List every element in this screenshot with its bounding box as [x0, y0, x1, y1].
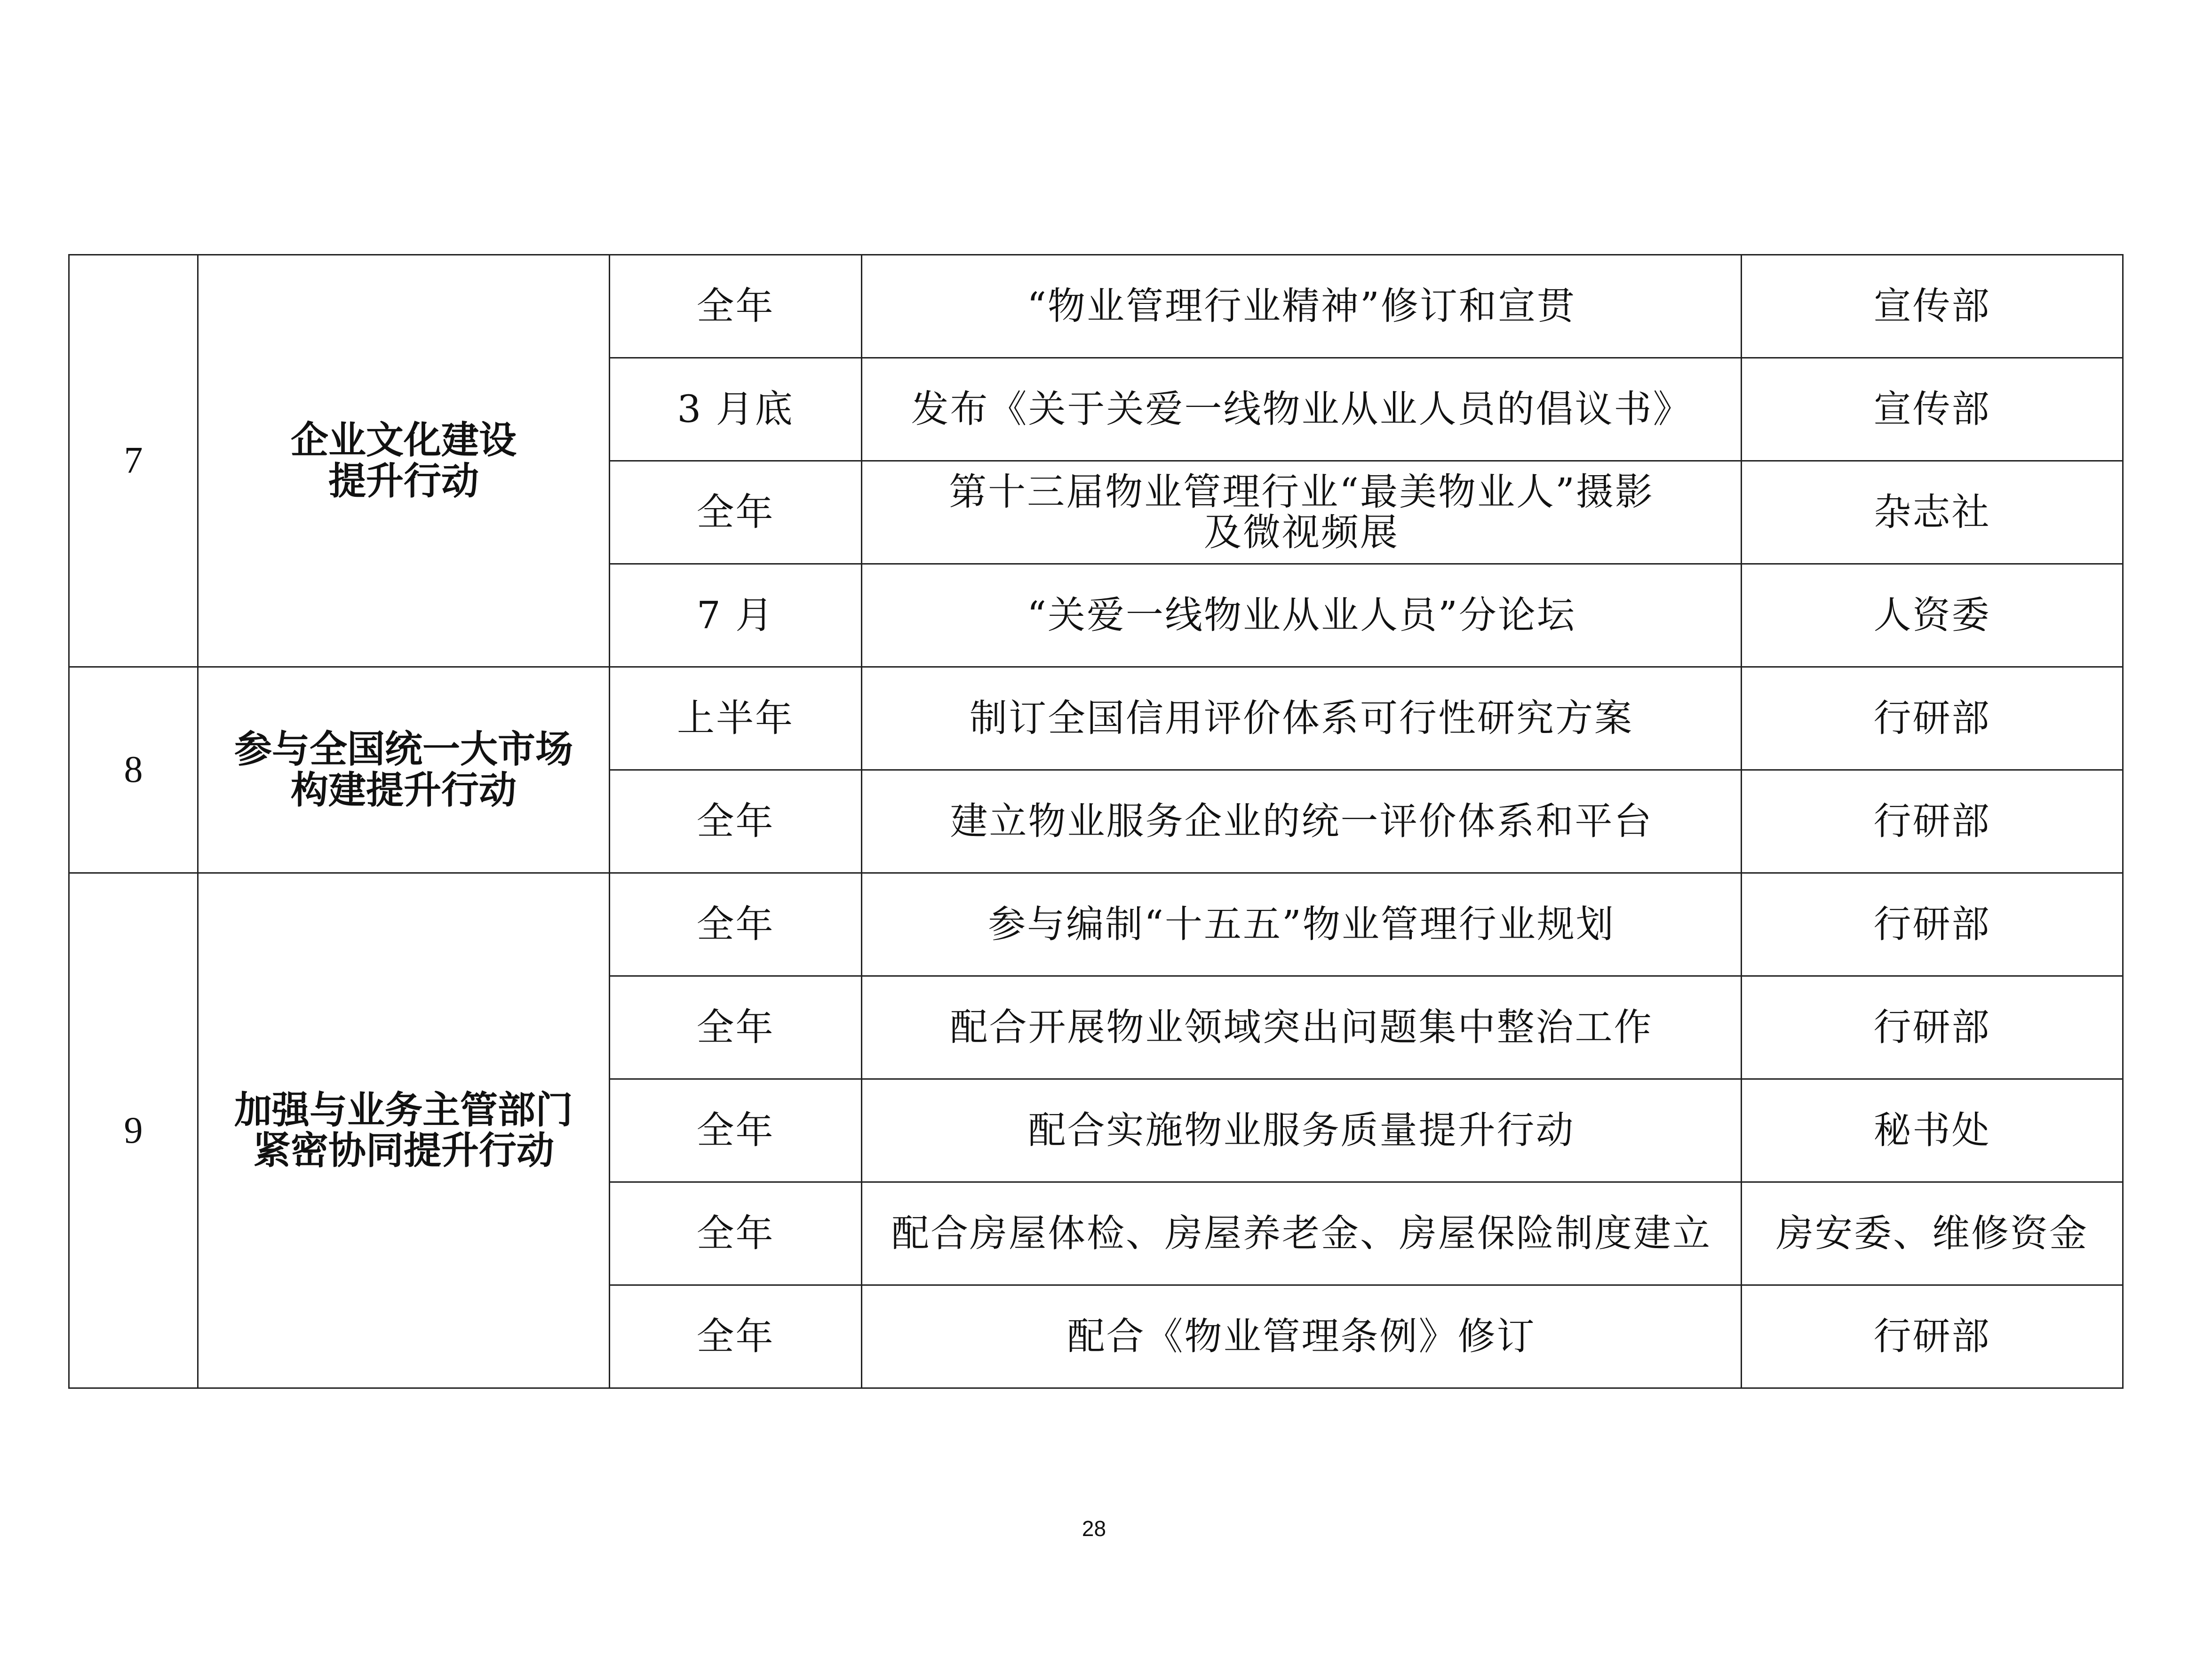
page-number: 28 — [1082, 1516, 1106, 1541]
task-line: 第十三届物业管理行业“最美物业人”摄影 — [949, 470, 1654, 514]
action-name-line: 构建提升行动 — [291, 768, 517, 812]
schedule-cell: 全年 — [610, 1285, 862, 1388]
schedule-cell: 7 月 — [610, 564, 862, 667]
task-cell: 配合实施物业服务质量提升行动 — [862, 1079, 1742, 1182]
department-cell: 宣传部 — [1742, 255, 2123, 358]
table-row — [69, 873, 2123, 976]
item-number: 8 — [69, 667, 198, 873]
schedule-cell: 全年 — [610, 770, 862, 873]
action-name-line: 企业文化建设 — [291, 418, 517, 462]
department-cell: 宣传部 — [1742, 358, 2123, 461]
schedule-cell: 全年 — [610, 873, 862, 976]
action-name-line: 紧密协同提升行动 — [253, 1129, 554, 1172]
action-name — [198, 667, 610, 873]
department-cell: 行研部 — [1742, 667, 2123, 770]
action-name — [198, 255, 610, 667]
schedule-cell: 全年 — [610, 461, 862, 564]
department-cell: 行研部 — [1742, 770, 2123, 873]
schedule-cell: 全年 — [610, 255, 862, 358]
task-cell: 制订全国信用评价体系可行性研究方案 — [862, 667, 1742, 770]
task-cell: 建立物业服务企业的统一评价体系和平台 — [862, 770, 1742, 873]
task-cell: “关爱一线物业从业人员”分论坛 — [862, 564, 1742, 667]
task-cell: 配合《物业管理条例》修订 — [862, 1285, 1742, 1388]
department-cell: 房安委、维修资金 — [1742, 1182, 2123, 1285]
task-cell — [862, 461, 1742, 564]
task-cell: 参与编制“十五五”物业管理行业规划 — [862, 873, 1742, 976]
department-cell: 秘书处 — [1742, 1079, 2123, 1182]
task-cell: “物业管理行业精神”修订和宣贯 — [862, 255, 1742, 358]
action-plan-table — [68, 254, 2124, 1389]
department-cell: 杂志社 — [1742, 461, 2123, 564]
action-name — [198, 873, 610, 1388]
action-name-line: 提升行动 — [328, 459, 479, 503]
department-cell: 行研部 — [1742, 1285, 2123, 1388]
table-row — [69, 667, 2123, 770]
task-cell: 配合房屋体检、房屋养老金、房屋保险制度建立 — [862, 1182, 1742, 1285]
department-cell: 行研部 — [1742, 976, 2123, 1079]
schedule-cell: 全年 — [610, 1182, 862, 1285]
action-name-line: 加强与业务主管部门 — [234, 1088, 573, 1132]
department-cell: 人资委 — [1742, 564, 2123, 667]
schedule-cell: 全年 — [610, 1079, 862, 1182]
task-cell: 发布《关于关爱一线物业从业人员的倡议书》 — [862, 358, 1742, 461]
task-line: 及微视频展 — [1204, 510, 1399, 554]
item-number: 9 — [69, 873, 198, 1388]
table-row — [69, 255, 2123, 358]
task-cell: 配合开展物业领域突出问题集中整治工作 — [862, 976, 1742, 1079]
schedule-cell: 3 月底 — [610, 358, 862, 461]
department-cell: 行研部 — [1742, 873, 2123, 976]
item-number: 7 — [69, 255, 198, 667]
schedule-cell: 上半年 — [610, 667, 862, 770]
action-name-line: 参与全国统一大市场 — [234, 727, 573, 772]
schedule-cell: 全年 — [610, 976, 862, 1079]
